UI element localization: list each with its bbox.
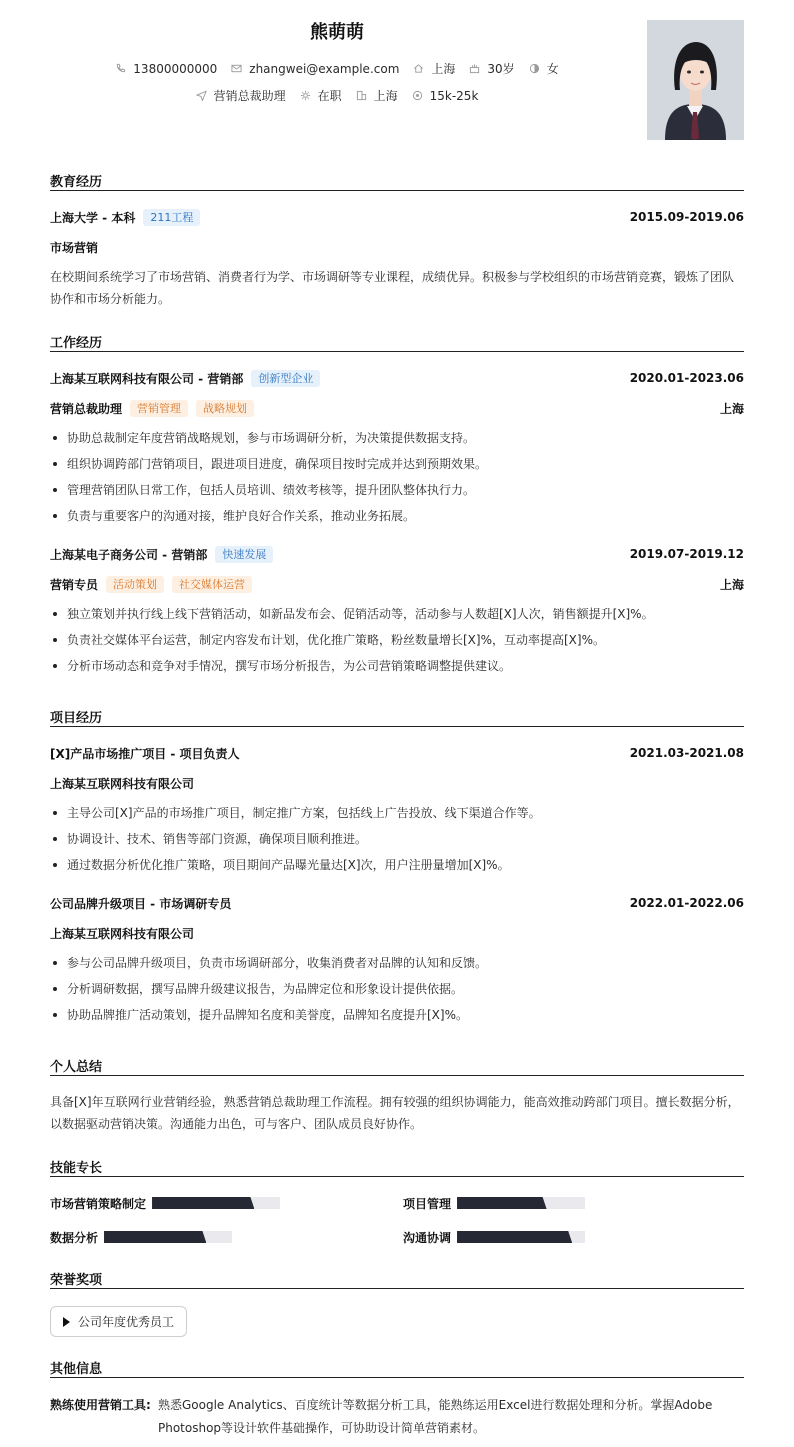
- company-tag: 快速发展: [215, 546, 273, 563]
- list-item: 主导公司[X]产品的市场推广项目，制定推广方案，包括线上广告投放、线下渠道合作等。: [50, 800, 744, 826]
- play-icon: [63, 1317, 70, 1327]
- project-name: 公司品牌升级项目 - 市场调研专员: [50, 896, 232, 911]
- award-text: 公司年度优秀员工: [78, 1315, 175, 1329]
- job-city: 上海: [719, 577, 744, 592]
- company-tag: 创新型企业: [251, 370, 320, 387]
- other-value: 熟悉Google Analytics、百度统计等数据分析工具，能熟练运用Excel进行数据处理和分析。掌握Adobe Photoshop等设计软件基础操作，可协助设计简单营销素材。: [158, 1398, 713, 1435]
- job-1-bullets: [50, 425, 744, 529]
- intention-row: [50, 87, 624, 104]
- job-2-header: [50, 545, 744, 563]
- send-icon: [196, 90, 207, 101]
- school-tag: 211工程: [143, 209, 200, 226]
- position-item: [196, 87, 286, 104]
- project-1-bullets: [50, 800, 744, 878]
- skill-bar-fill: [457, 1231, 572, 1243]
- job-company: 上海某互联网科技有限公司 - 营销部: [50, 371, 244, 386]
- school-name: 上海大学 - 本科: [50, 210, 136, 225]
- salary-icon: [412, 90, 423, 101]
- project-2-bullets: [50, 950, 744, 1028]
- other-info: [50, 1394, 744, 1440]
- skills-title: 技能专长: [50, 1157, 744, 1177]
- list-item: 协助总裁制定年度营销战略规划，参与市场调研分析，为决策提供数据支持。: [50, 425, 744, 451]
- skill-bar-fill: [104, 1231, 206, 1243]
- projects-title: 项目经历: [50, 707, 744, 727]
- candidate-name: 熊萌萌: [310, 22, 364, 43]
- role-tag: 社交媒体运营: [172, 576, 252, 593]
- project-date: 2021.03-2021.08: [629, 746, 744, 760]
- profile-photo: [647, 20, 744, 140]
- email-icon: [231, 63, 242, 74]
- summary-text: 具备[X]年互联网行业营销经验，熟悉营销总裁助理工作流程。拥有较强的组织协调能力，能高效推动跨部门项目。擅长数据分析，以数据驱动营销决策。沟通能力出色，可与客户、团队成员良好协作。: [50, 1095, 740, 1131]
- age-icon: [469, 63, 480, 74]
- other-title: 其他信息: [50, 1358, 744, 1378]
- awards-title: 荣誉奖项: [50, 1269, 744, 1289]
- summary-title: 个人总结: [50, 1056, 744, 1076]
- building-icon: [356, 90, 367, 101]
- skill-bar: [104, 1231, 232, 1243]
- other-key: 熟练使用营销工具:: [50, 1398, 151, 1412]
- work-title: 工作经历: [50, 332, 744, 352]
- list-item: 管理营销团队日常工作，包括人员培训、绩效考核等，提升团队整体执行力。: [50, 477, 744, 503]
- major-row: [50, 238, 744, 256]
- job-role: 营销专员: [50, 577, 99, 592]
- status-item: [300, 87, 342, 104]
- skill-name: 项目管理: [403, 1196, 452, 1211]
- job-date: 2020.01-2023.06: [629, 371, 744, 385]
- skill-bar: [152, 1197, 280, 1209]
- list-item: 分析市场动态和竞争对手情况，撰写市场分析报告，为公司营销策略调整提供建议。: [50, 653, 744, 679]
- list-item: 通过数据分析优化推广策略，项目期间产品曝光量达[X]次，用户注册量增加[X]%。: [50, 852, 744, 878]
- city-item: [413, 60, 455, 77]
- major-name: 市场营销: [50, 240, 99, 255]
- list-item: 组织协调跨部门营销项目，跟进项目进度，确保项目按时完成并达到预期效果。: [50, 451, 744, 477]
- list-item: 负责与重要客户的沟通对接，维护良好合作关系，推动业务拓展。: [50, 503, 744, 529]
- gender-icon: [529, 63, 540, 74]
- salary-text: 15k-25k: [429, 88, 479, 103]
- list-item: 协调设计、技术、销售等部门资源，确保项目顺利推进。: [50, 826, 744, 852]
- skill-item: [50, 1229, 232, 1245]
- role-tag: 战略规划: [196, 400, 254, 417]
- job-city: 上海: [719, 401, 744, 416]
- education-header: [50, 208, 744, 226]
- list-item: 协助品牌推广活动策划，提升品牌知名度和美誉度，品牌知名度提升[X]%。: [50, 1002, 744, 1028]
- project-org: 上海某互联网科技有限公司: [50, 776, 195, 791]
- job-2-role-row: [50, 575, 744, 593]
- list-item: 负责社交媒体平台运营，制定内容发布计划，优化推广策略，粉丝数量增长[X]%，互动率提高[X]%。: [50, 627, 744, 653]
- project-1-org-row: [50, 774, 744, 792]
- skill-bar: [457, 1197, 585, 1209]
- skill-item: [50, 1195, 280, 1211]
- skill-bar-fill: [457, 1197, 547, 1209]
- gender-text: 女: [546, 62, 559, 76]
- contact-row: [50, 60, 624, 77]
- education-date: 2015.09-2019.06: [629, 210, 744, 224]
- project-org: 上海某互联网科技有限公司: [50, 926, 195, 941]
- project-1-header: [50, 744, 744, 762]
- role-tag: 活动策划: [106, 576, 164, 593]
- list-item: 独立策划并执行线上线下营销活动，如新品发布会、促销活动等，活动参与人数超[X]人次，销售额提升[X]%。: [50, 601, 744, 627]
- skill-name: 数据分析: [50, 1230, 99, 1245]
- target-city-text: 上海: [373, 89, 398, 103]
- phone-item: [115, 62, 217, 76]
- skill-item: [403, 1229, 585, 1245]
- skill-name: 沟通协调: [403, 1230, 452, 1245]
- resume-page: [50, 0, 744, 1447]
- status-text: 在职: [317, 89, 342, 103]
- job-1-header: [50, 369, 744, 387]
- award-item[interactable]: [50, 1306, 187, 1337]
- city-text: 上海: [431, 62, 456, 76]
- age-text: 30岁: [487, 62, 515, 76]
- skill-bar-fill: [152, 1197, 254, 1209]
- position-text: 营销总裁助理: [213, 89, 286, 103]
- list-item: 分析调研数据，撰写品牌升级建议报告，为品牌定位和形象设计提供依据。: [50, 976, 744, 1002]
- status-icon: [300, 90, 311, 101]
- role-tag: 营销管理: [130, 400, 188, 417]
- project-2-header: [50, 894, 744, 912]
- home-icon: [413, 63, 424, 74]
- skill-item: [403, 1195, 585, 1211]
- education-description: 在校期间系统学习了市场营销、消费者行为学、市场调研等专业课程，成绩优异。积极参与学校组织的市场营销竞赛，锻炼了团队协作和市场分析能力。: [50, 270, 735, 306]
- skill-bar: [457, 1231, 585, 1243]
- email-text: zhangwei@example.com: [249, 61, 400, 76]
- project-2-org-row: [50, 924, 744, 942]
- job-company: 上海某电子商务公司 - 营销部: [50, 547, 208, 562]
- education-title: 教育经历: [50, 171, 744, 191]
- job-1-role-row: [50, 399, 744, 417]
- salary-item: [412, 89, 479, 103]
- job-role: 营销总裁助理: [50, 401, 123, 416]
- phone-icon: [115, 63, 126, 74]
- project-date: 2022.01-2022.06: [629, 896, 744, 910]
- phone-text: 13800000000: [133, 61, 218, 76]
- email-item: [231, 62, 399, 76]
- list-item: 参与公司品牌升级项目，负责市场调研部分，收集消费者对品牌的认知和反馈。: [50, 950, 744, 976]
- job-2-bullets: [50, 601, 744, 679]
- target-city-item: [356, 87, 398, 104]
- age-item: [469, 60, 514, 77]
- gender-item: [529, 60, 559, 77]
- job-date: 2019.07-2019.12: [629, 547, 744, 561]
- project-name: [X]产品市场推广项目 - 项目负责人: [50, 746, 240, 761]
- skill-name: 市场营销策略制定: [50, 1196, 147, 1211]
